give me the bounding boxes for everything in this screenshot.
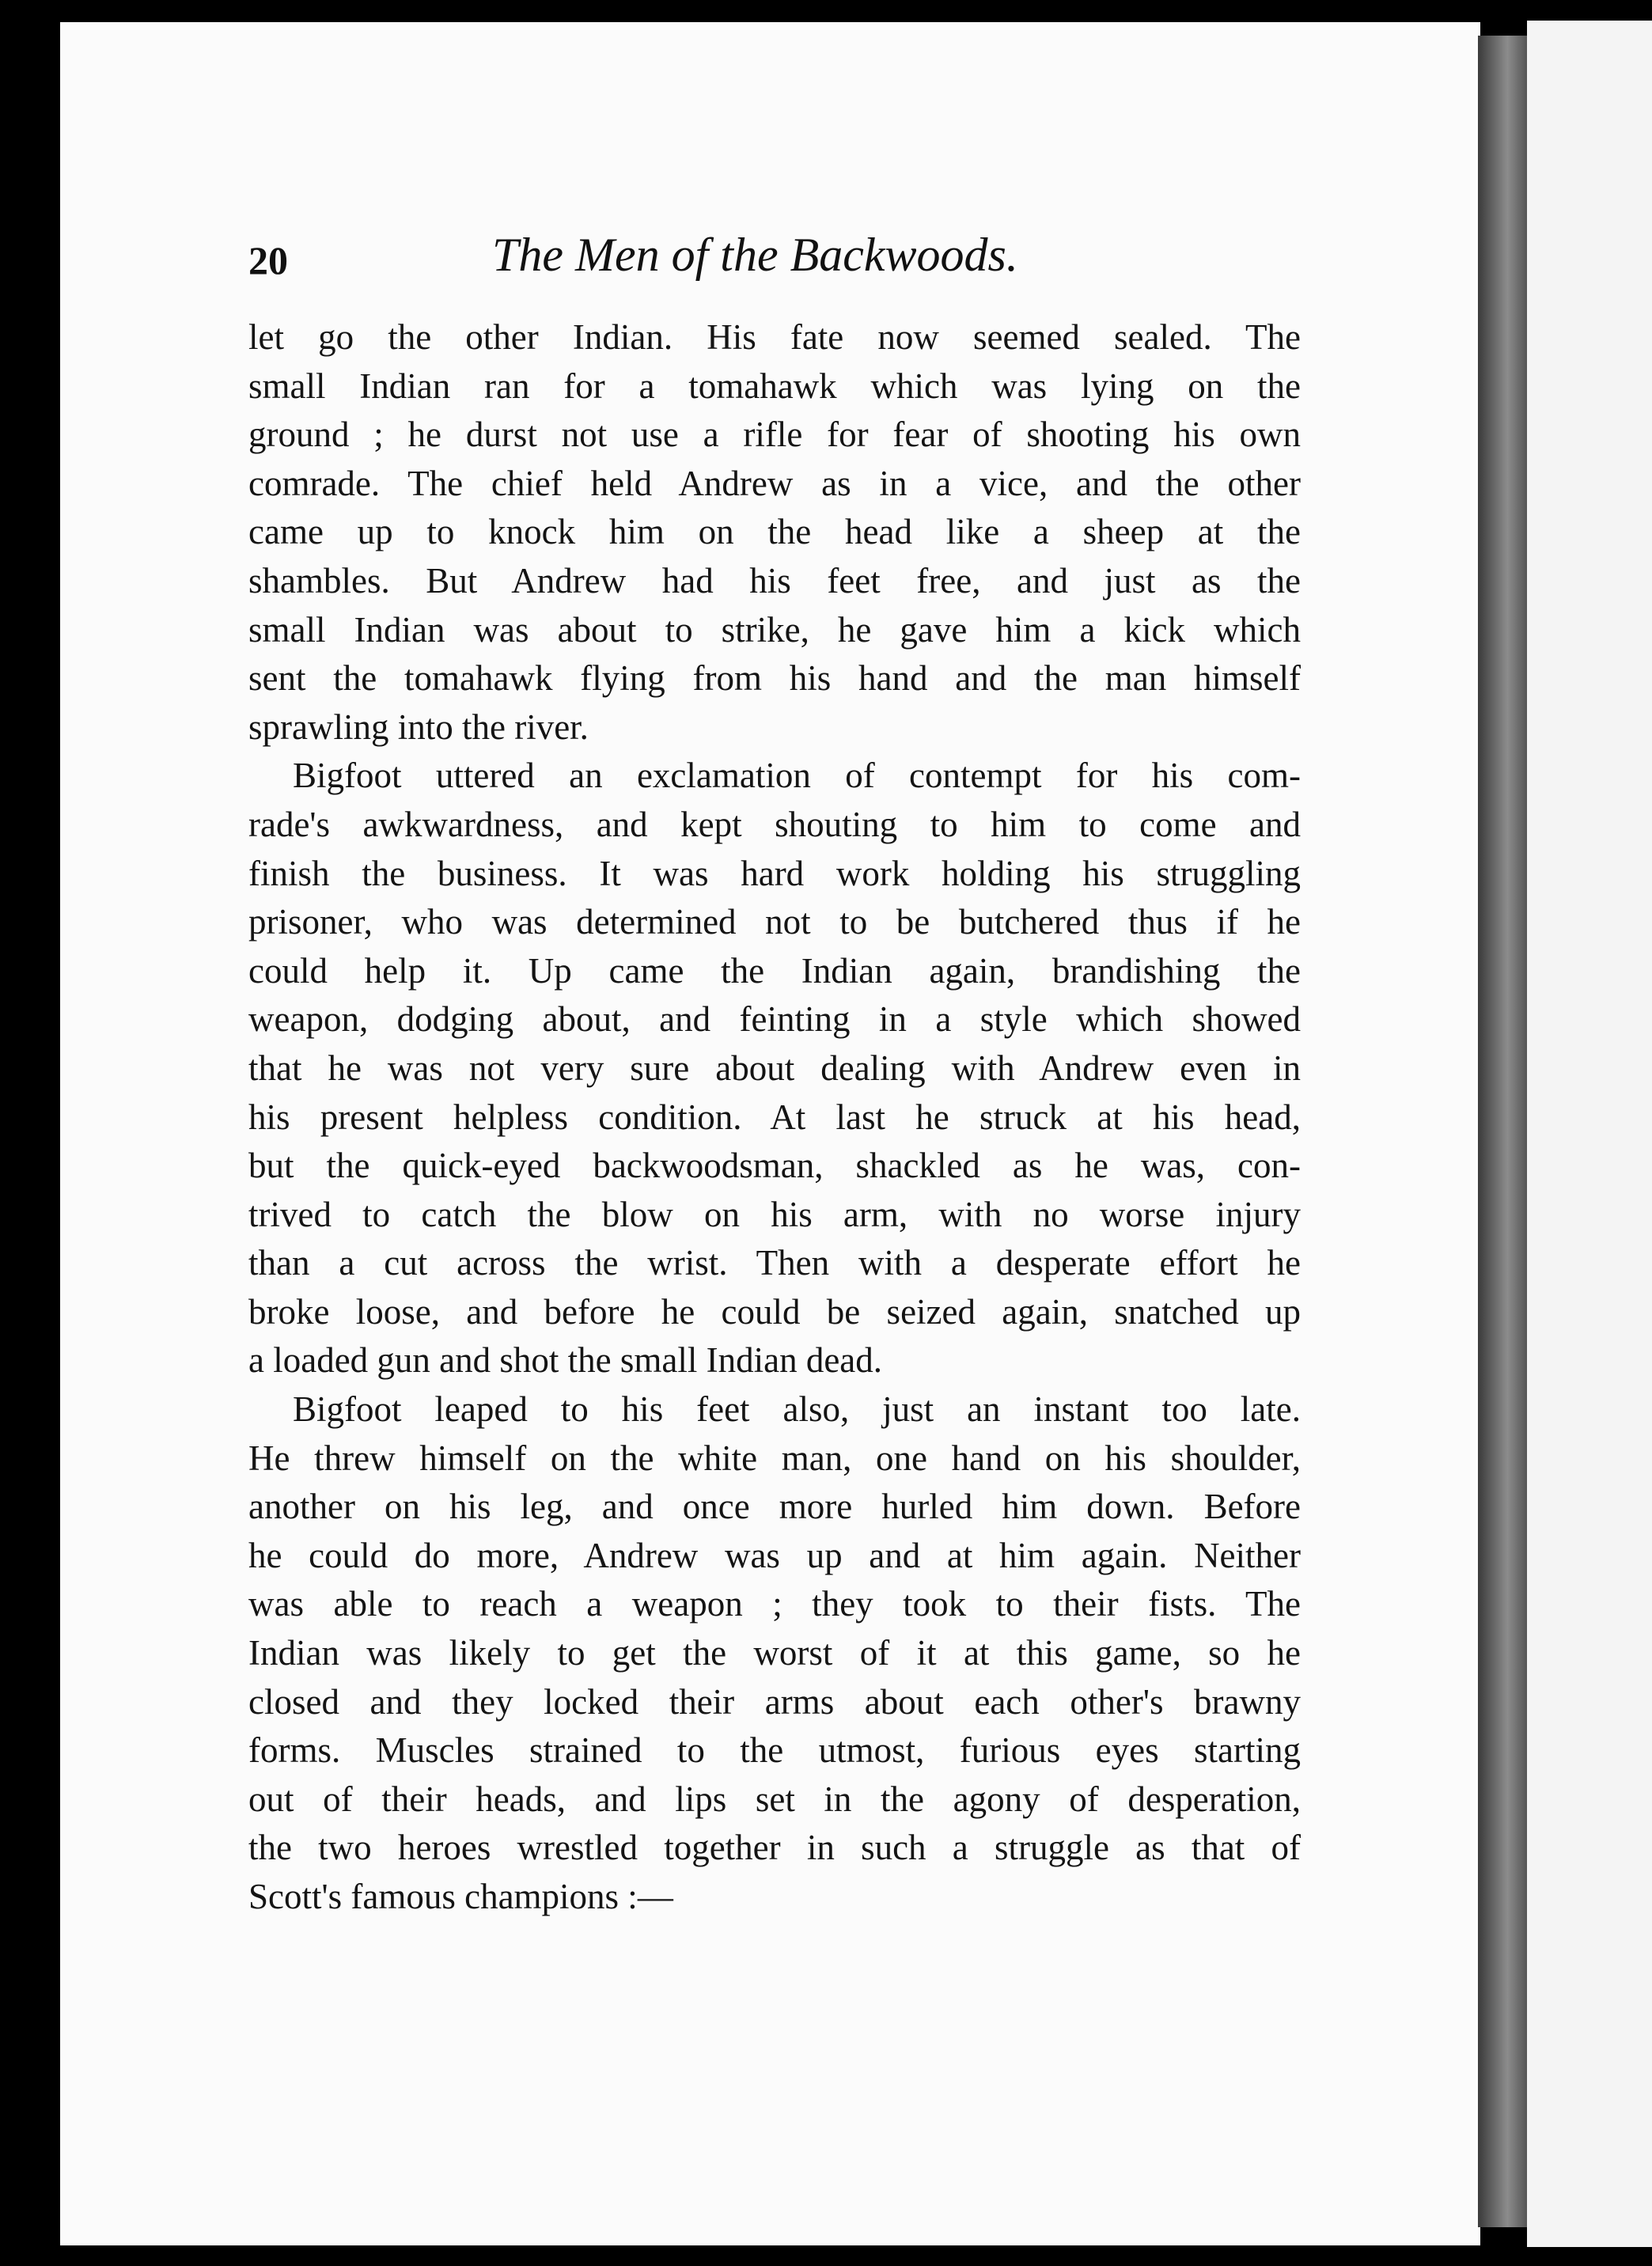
body-text [248, 313, 1301, 1922]
text-line: the two heroes wrestled together in such a struggle as that of [248, 1828, 1301, 1868]
text-line: closed and they locked their arms about each other's brawny [248, 1681, 1301, 1722]
text-line: a loaded gun and shot the small Indian dead. [248, 1340, 883, 1381]
text-line: let go the other Indian. His fate now seemed sealed. The [248, 317, 1301, 357]
text-line: broke loose, and before he could be seized again, snatched up [248, 1291, 1301, 1332]
text-line: weapon, dodging about, and feinting in a style which showed [248, 999, 1301, 1040]
text-line: small Indian ran for a tomahawk which was lying on the [248, 366, 1301, 406]
text-line: sprawling into the river. [248, 707, 589, 747]
text-line: his present helpless condition. At last he struck at his head, [248, 1097, 1301, 1137]
text-line: out of their heads, and lips set in the agony of desperation, [248, 1779, 1301, 1819]
text-line: forms. Muscles strained to the utmost, furious eyes starting [248, 1730, 1301, 1771]
text-line: but the quick-eyed backwoodsman, shackled as he was, con- [248, 1146, 1301, 1186]
text-line: shambles. But Andrew had his feet free, and just as the [248, 560, 1301, 601]
paragraph [248, 313, 1301, 752]
text-line: Indian was likely to get the worst of it at this game, so he [248, 1633, 1301, 1673]
text-line: sent the tomahawk flying from his hand and the man himself [248, 658, 1301, 699]
text-line: Bigfoot leaped to his feet also, just an instant too late. [293, 1389, 1301, 1430]
paragraph [248, 1385, 1301, 1922]
text-line: ground ; he durst not use a rifle for fear of shooting his own [248, 415, 1301, 455]
text-line: could help it. Up came the Indian again, brandishing the [248, 950, 1301, 991]
text-line: came up to knock him on the head like a sheep at the [248, 512, 1301, 552]
text-line: was able to reach a weapon ; they took to their fists. The [248, 1584, 1301, 1624]
text-line: than a cut across the wrist. Then with a desperate effort he [248, 1243, 1301, 1283]
text-line: Bigfoot uttered an exclamation of contempt for his com- [293, 756, 1301, 796]
text-line: prisoner, who was determined not to be butchered thus if he [248, 902, 1301, 942]
text-line: finish the business. It was hard work holding his struggling [248, 853, 1301, 893]
text-line: rade's awkwardness, and kept shouting to him to come and [248, 804, 1301, 844]
page-edge-shadow [1478, 36, 1527, 2227]
page-header [248, 228, 1309, 291]
text-line: Scott's famous champions :— [248, 1877, 673, 1916]
text-line: comrade. The chief held Andrew as in a vice, and the other [248, 463, 1301, 503]
text-line: trived to catch the blow on his arm, with no worse injury [248, 1194, 1301, 1234]
page-number: 20 [248, 238, 288, 282]
paragraph [248, 752, 1301, 1385]
text-line: small Indian was about to strike, he gave him a kick which [248, 609, 1301, 650]
text-line: He threw himself on the white man, one hand on his shoulder, [248, 1438, 1301, 1478]
text-line: he could do more, Andrew was up and at him again. Neither [248, 1535, 1301, 1575]
running-title: The Men of the Backwoods. [492, 229, 1018, 281]
facing-page-strip [1527, 21, 1652, 2247]
text-line: that he was not very sure about dealing with Andrew even in [248, 1048, 1301, 1088]
text-line: another on his leg, and once more hurled him down. Before [248, 1487, 1301, 1527]
